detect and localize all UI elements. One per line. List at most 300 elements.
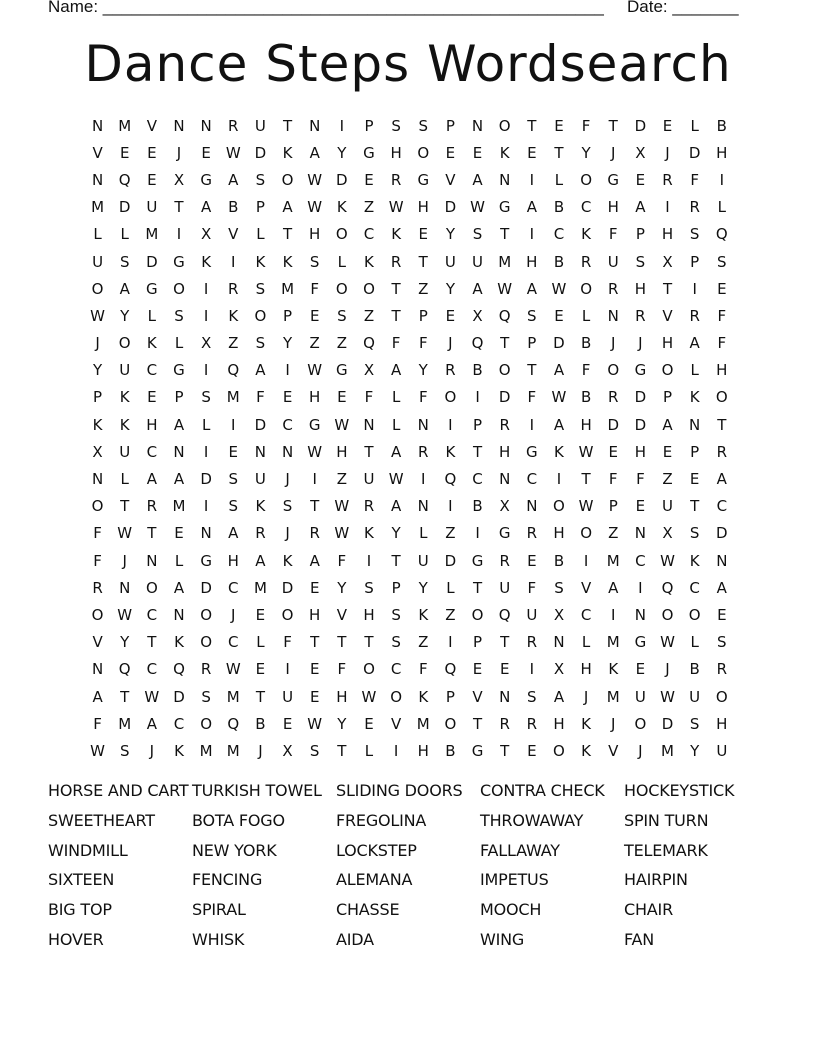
grid-cell: V xyxy=(445,170,456,189)
grid-cell: L xyxy=(717,198,726,217)
grid-cell: J xyxy=(611,334,616,353)
grid-cell: H xyxy=(390,143,402,162)
grid-cell: Y xyxy=(337,714,347,733)
grid-cell: K xyxy=(282,551,293,570)
grid-cell: T xyxy=(391,279,401,298)
grid-cell: T xyxy=(554,143,564,162)
grid-cell: O xyxy=(91,497,104,516)
grid-cell: M xyxy=(661,741,674,760)
grid-cell: G xyxy=(173,361,185,380)
grid-cell: L xyxy=(419,524,428,543)
grid-cell: Z xyxy=(336,470,347,489)
grid-cell: R xyxy=(499,415,510,434)
grid-cell: B xyxy=(580,334,592,353)
grid-cell: P xyxy=(174,388,184,407)
grid-cell: G xyxy=(471,551,484,570)
grid-cell: L xyxy=(93,225,102,244)
grid-cell: U xyxy=(499,578,511,597)
grid-cell: F xyxy=(717,306,727,325)
grid-cell: T xyxy=(174,198,184,217)
grid-cell: Q xyxy=(363,334,375,353)
grid-cell: L xyxy=(690,361,699,380)
grid-cell: C xyxy=(146,660,158,679)
grid-cell: O xyxy=(471,605,484,624)
grid-cell: K xyxy=(174,633,184,652)
grid-cell: I xyxy=(475,524,480,543)
grid-cell: B xyxy=(228,198,239,217)
grid-cell: X xyxy=(173,170,185,189)
grid-cell: W xyxy=(660,633,675,652)
grid-cell: C xyxy=(146,361,158,380)
grid-cell: X xyxy=(553,605,565,624)
grid-cell: T xyxy=(472,714,483,733)
grid-cell: H xyxy=(309,605,321,624)
grid-cell: R xyxy=(499,551,510,570)
grid-cell: A xyxy=(635,198,646,217)
grid-cell: R xyxy=(716,442,728,461)
grid-cell: I xyxy=(529,415,535,434)
grid-cell: J xyxy=(638,334,643,353)
grid-cell: M xyxy=(498,252,512,271)
grid-cell: S xyxy=(255,334,266,353)
grid-cell: M xyxy=(606,633,620,652)
grid-cell: P xyxy=(473,415,483,434)
grid-cell: Y xyxy=(418,361,428,380)
grid-cell: U xyxy=(92,252,104,271)
grid-cell: Q xyxy=(498,605,511,624)
grid-row xyxy=(84,302,735,329)
grid-cell: O xyxy=(281,170,294,189)
grid-cell: O xyxy=(444,714,457,733)
grid-cell: H xyxy=(716,714,728,733)
grid-cell: T xyxy=(364,442,374,461)
grid-cell: T xyxy=(364,633,374,652)
grid-cell: T xyxy=(255,687,265,706)
grid-cell: T xyxy=(337,741,347,760)
grid-cell: O xyxy=(173,279,185,298)
grid-cell: U xyxy=(254,470,266,489)
grid-cell: T xyxy=(391,551,401,570)
grid-cell: O xyxy=(688,605,701,624)
grid-cell: H xyxy=(417,741,429,760)
grid-cell: F xyxy=(717,334,727,353)
grid-cell: D xyxy=(688,143,701,162)
grid-cell: V xyxy=(146,116,157,135)
grid-cell: I xyxy=(203,442,209,461)
grid-cell: U xyxy=(119,442,131,461)
grid-cell: Q xyxy=(444,660,457,679)
grid-cell: Z xyxy=(445,524,456,543)
grid-cell: S xyxy=(717,633,727,652)
grid-cell: U xyxy=(634,687,646,706)
grid-cell: Z xyxy=(228,334,239,353)
grid-cell: B xyxy=(580,388,592,407)
word-list-item: CHASSE xyxy=(336,900,400,920)
grid-cell: B xyxy=(689,660,700,679)
grid-cell: E xyxy=(147,388,157,407)
grid-cell: Q xyxy=(471,334,484,353)
grid-cell: O xyxy=(661,605,674,624)
grid-cell: N xyxy=(200,116,212,135)
grid-cell: N xyxy=(526,497,538,516)
word-list-item: MOOCH xyxy=(480,900,542,920)
grid-cell: T xyxy=(282,225,293,244)
grid-cell: W xyxy=(307,442,323,461)
grid-cell: H xyxy=(309,388,321,407)
grid-cell: B xyxy=(553,198,565,217)
grid-cell: A xyxy=(689,334,700,353)
grid-cell: F xyxy=(391,334,401,353)
grid-cell: E xyxy=(364,170,374,189)
grid-cell: O xyxy=(200,605,213,624)
grid-cell: A xyxy=(146,470,157,489)
grid-cell: F xyxy=(93,524,102,543)
grid-cell: F xyxy=(581,116,591,135)
word-list-item: TURKISH TOWEL xyxy=(192,781,322,800)
grid-cell: G xyxy=(471,741,484,760)
grid-cell: R xyxy=(228,279,239,298)
grid-cell: P xyxy=(364,116,374,135)
grid-cell: D xyxy=(146,252,158,271)
grid-cell: C xyxy=(146,442,158,461)
grid-cell: A xyxy=(553,687,565,706)
word-list-item: THROWAWAY xyxy=(480,810,584,830)
grid-cell: P xyxy=(608,497,618,516)
grid-cell: E xyxy=(717,279,727,298)
grid-cell: K xyxy=(146,334,157,353)
grid-cell: K xyxy=(418,605,429,624)
grid-cell: X xyxy=(282,741,293,760)
grid-cell: Q xyxy=(118,170,131,189)
grid-cell: F xyxy=(527,388,537,407)
grid-cell: B xyxy=(445,741,456,760)
grid-cell: M xyxy=(253,578,267,597)
grid-cell: E xyxy=(554,116,564,135)
grid-cell: O xyxy=(715,388,728,407)
grid-cell: B xyxy=(553,551,565,570)
grid-cell: T xyxy=(391,306,401,325)
grid-cell: K xyxy=(174,741,184,760)
grid-cell: O xyxy=(91,279,104,298)
grid-cell: V xyxy=(608,741,619,760)
grid-cell: M xyxy=(118,116,132,135)
grid-cell: Y xyxy=(120,306,130,325)
grid-cell: X xyxy=(635,143,646,162)
grid-cell: N xyxy=(716,551,728,570)
grid-cell: A xyxy=(228,524,239,543)
grid-cell: I xyxy=(529,225,535,244)
grid-cell: F xyxy=(283,633,292,652)
grid-cell: T xyxy=(500,225,510,244)
grid-cell: I xyxy=(448,415,453,434)
grid-cell: J xyxy=(665,660,670,679)
word-list-item: SPIRAL xyxy=(192,900,246,920)
grid-cell: R xyxy=(418,442,429,461)
grid-cell: J xyxy=(176,143,182,162)
grid-cell: A xyxy=(309,551,320,570)
grid-cell: S xyxy=(364,578,374,597)
grid-cell: T xyxy=(337,633,347,652)
grid-cell: E xyxy=(309,660,320,679)
grid-cell: R xyxy=(662,170,673,189)
grid-cell: G xyxy=(498,524,511,543)
grid-cell: F xyxy=(93,551,102,570)
grid-cell: U xyxy=(472,252,484,271)
grid-cell: Y xyxy=(445,279,455,298)
grid-cell: X xyxy=(662,524,673,543)
grid-cell: L xyxy=(581,633,591,652)
grid-cell: G xyxy=(417,170,430,189)
grid-cell: K xyxy=(689,388,700,407)
grid-cell: A xyxy=(553,415,565,434)
grid-cell: S xyxy=(527,306,537,325)
grid-cell: J xyxy=(95,334,100,353)
grid-cell: E xyxy=(472,143,483,162)
grid-cell: U xyxy=(254,116,266,135)
grid-cell: A xyxy=(716,470,727,489)
grid-cell: D xyxy=(336,170,348,189)
grid-cell: H xyxy=(634,279,647,298)
grid-cell: D xyxy=(634,415,647,434)
grid-cell: Y xyxy=(445,225,455,244)
grid-cell: I xyxy=(339,116,345,135)
grid-cell: E xyxy=(662,116,673,135)
grid-cell: J xyxy=(258,741,263,760)
grid-row xyxy=(84,629,735,656)
grid-cell: E xyxy=(635,170,646,189)
word-list-item: FALLAWAY xyxy=(480,840,560,860)
grid-cell: S xyxy=(689,524,700,543)
grid-cell: V xyxy=(390,714,402,733)
grid-cell: C xyxy=(363,225,375,244)
grid-cell: H xyxy=(580,415,592,434)
grid-cell: O xyxy=(553,497,565,516)
grid-cell: F xyxy=(527,578,537,597)
grid-cell: I xyxy=(421,470,426,489)
grid-cell: G xyxy=(498,198,511,217)
grid-cell: O xyxy=(417,143,430,162)
grid-cell: E xyxy=(255,605,266,624)
grid-cell: C xyxy=(689,578,700,597)
grid-cell: J xyxy=(665,143,670,162)
grid-cell: H xyxy=(607,198,619,217)
grid-cell: W xyxy=(551,388,567,407)
grid-cell: H xyxy=(661,225,674,244)
word-list-item: ALEMANA xyxy=(336,870,413,890)
grid-cell: A xyxy=(472,170,483,189)
grid-cell: E xyxy=(147,143,157,162)
grid-cell: O xyxy=(145,578,158,597)
grid-cell: L xyxy=(554,170,564,189)
grid-cell: T xyxy=(120,497,130,516)
grid-row xyxy=(84,493,735,520)
grid-cell: L xyxy=(120,225,129,244)
grid-cell: E xyxy=(445,306,456,325)
grid-cell: I xyxy=(556,470,562,489)
grid-cell: L xyxy=(201,415,211,434)
grid-cell: I xyxy=(448,497,453,516)
grid-cell: I xyxy=(393,741,399,760)
grid-cell: F xyxy=(581,361,591,380)
header-fields xyxy=(48,0,739,17)
grid-cell: A xyxy=(608,578,619,597)
grid-cell: K xyxy=(364,252,374,271)
grid-cell: U xyxy=(444,252,456,271)
word-list-item: NEW YORK xyxy=(192,840,277,860)
grid-cell: U xyxy=(282,687,294,706)
grid-cell: O xyxy=(118,334,131,353)
grid-cell: Q xyxy=(661,578,674,597)
grid-row xyxy=(84,384,735,411)
grid-cell: P xyxy=(93,388,103,407)
grid-cell: T xyxy=(581,470,591,489)
grid-cell: K xyxy=(282,252,293,271)
grid-cell: O xyxy=(200,633,213,652)
grid-cell: I xyxy=(692,279,697,298)
grid-cell: N xyxy=(689,415,701,434)
grid-cell: J xyxy=(231,605,236,624)
grid-cell: A xyxy=(255,551,266,570)
grid-cell: V xyxy=(336,605,347,624)
grid-cell: D xyxy=(118,198,131,217)
grid-cell: W xyxy=(307,198,323,217)
grid-cell: M xyxy=(416,714,430,733)
grid-cell: G xyxy=(173,252,185,271)
grid-row xyxy=(84,166,735,193)
grid-cell: F xyxy=(636,470,645,489)
grid-cell: C xyxy=(526,470,538,489)
grid-cell: T xyxy=(120,687,130,706)
grid-cell: L xyxy=(174,551,184,570)
grid-cell: W xyxy=(660,551,675,570)
grid-cell: P xyxy=(690,442,700,461)
grid-cell: J xyxy=(611,714,616,733)
grid-cell: V xyxy=(92,143,103,162)
grid-cell: A xyxy=(173,470,185,489)
grid-cell: J xyxy=(448,334,453,353)
grid-cell: U xyxy=(363,470,375,489)
grid-cell: E xyxy=(635,660,646,679)
grid-cell: L xyxy=(690,633,699,652)
grid-cell: T xyxy=(472,578,483,597)
grid-cell: Y xyxy=(418,578,428,597)
grid-cell: L xyxy=(337,252,347,271)
grid-cell: K xyxy=(364,524,374,543)
grid-cell: S xyxy=(255,170,266,189)
word-list-item: SIXTEEN xyxy=(48,870,115,890)
grid-cell: H xyxy=(227,551,239,570)
grid-cell: P xyxy=(283,306,293,325)
grid-cell: K xyxy=(445,442,456,461)
grid-cell: W xyxy=(117,524,133,543)
grid-cell: F xyxy=(690,170,699,189)
grid-cell: N xyxy=(91,470,104,489)
grid-cell: N xyxy=(309,116,321,135)
grid-cell: M xyxy=(172,497,186,516)
grid-cell: E xyxy=(147,170,157,189)
grid-cell: A xyxy=(526,279,537,298)
grid-cell: M xyxy=(606,687,620,706)
word-list-item: WING xyxy=(480,929,525,949)
grid-cell: H xyxy=(716,143,728,162)
grid-cell: X xyxy=(662,252,673,271)
grid-cell: D xyxy=(254,415,267,434)
grid-cell: H xyxy=(309,225,321,244)
grid-cell: U xyxy=(607,252,619,271)
grid-cell: O xyxy=(661,361,674,380)
grid-cell: N xyxy=(119,578,131,597)
grid-cell: T xyxy=(690,497,700,516)
grid-cell: O xyxy=(363,279,375,298)
word-list-item: BIG TOP xyxy=(48,900,112,920)
grid-cell: G xyxy=(634,633,647,652)
grid-cell: Z xyxy=(608,524,619,543)
grid-cell: R xyxy=(146,497,158,516)
grid-cell: N xyxy=(499,470,511,489)
grid-cell: N xyxy=(91,116,104,135)
grid-cell: A xyxy=(228,170,239,189)
grid-cell: J xyxy=(583,687,589,706)
grid-cell: R xyxy=(255,524,266,543)
grid-cell: F xyxy=(337,660,347,679)
grid-cell: N xyxy=(499,170,511,189)
grid-row xyxy=(84,547,735,574)
grid-cell: E xyxy=(174,524,184,543)
grid-cell: N xyxy=(607,306,619,325)
grid-row xyxy=(84,275,735,302)
grid-cell: T xyxy=(662,279,673,298)
grid-cell: O xyxy=(200,714,213,733)
grid-cell: K xyxy=(499,143,510,162)
grid-cell: K xyxy=(581,714,592,733)
grid-cell: D xyxy=(200,470,212,489)
grid-cell: T xyxy=(282,116,293,135)
grid-cell: L xyxy=(581,306,591,325)
grid-cell: Q xyxy=(118,660,131,679)
grid-cell: K xyxy=(608,660,619,679)
grid-cell: W xyxy=(90,306,105,325)
word-list-item: CHAIR xyxy=(624,900,673,920)
grid-cell: P xyxy=(255,198,265,217)
grid-cell: Q xyxy=(715,225,728,244)
grid-row xyxy=(84,574,735,601)
grid-cell: Q xyxy=(227,361,240,380)
grid-cell: Z xyxy=(336,334,347,353)
grid-cell: T xyxy=(500,741,510,760)
grid-cell: E xyxy=(255,660,266,679)
grid-cell: I xyxy=(285,660,290,679)
grid-cell: U xyxy=(526,605,538,624)
grid-cell: I xyxy=(203,497,209,516)
grid-cell: H xyxy=(526,252,538,271)
grid-cell: W xyxy=(334,524,350,543)
grid-cell: W xyxy=(90,741,105,760)
grid-cell: Z xyxy=(363,198,375,217)
word-list-item: SWEETHEART xyxy=(48,810,155,830)
grid-cell: D xyxy=(661,714,674,733)
grid-cell: Y xyxy=(282,334,293,353)
grid-cell: S xyxy=(119,252,130,271)
grid-cell: F xyxy=(337,551,347,570)
grid-cell: Z xyxy=(309,334,320,353)
grid-cell: K xyxy=(92,415,103,434)
grid-row xyxy=(84,112,735,139)
grid-row xyxy=(84,520,735,547)
grid-cell: C xyxy=(173,714,185,733)
grid-cell: K xyxy=(336,198,347,217)
grid-cell: R xyxy=(390,170,402,189)
grid-cell: T xyxy=(527,116,537,135)
